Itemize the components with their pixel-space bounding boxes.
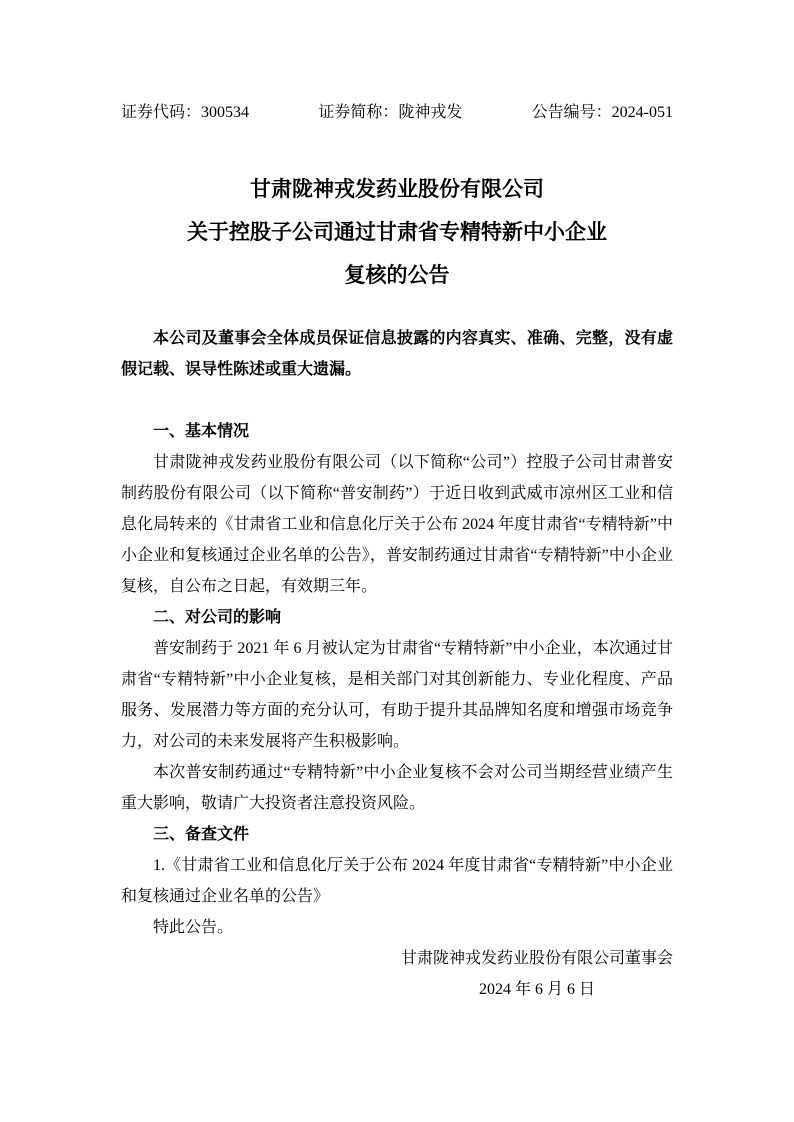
section-3-paragraph-1: 1.《甘肃省工业和信息化厅关于公布 2024 年度甘肃省“专精特新”中小企业和复核通过企业名单的公告》 <box>121 857 673 905</box>
section-impact-on-company <box>121 602 673 819</box>
stock-code-label: 证券代码： <box>121 104 202 121</box>
announcement-number <box>532 103 673 123</box>
section-heading-1: 一、基本情况 <box>153 423 250 440</box>
section-reference-documents <box>121 819 673 943</box>
signature-date: 2024 年 6 月 6 日 <box>478 981 595 998</box>
announcement-number-value: 2024-051 <box>611 104 673 121</box>
section-1-paragraph-1: 甘肃陇神戎发药业股份有限公司（以下简称“公司”）控股子公司甘肃普安制药股份有限公司（以下简称“普安制药”）于近日收到武威市凉州区工业和信息化局转来的《甘肃省工业和信息化厅关于公布 2024 年度甘肃省“专精特新”中小企业和复核通过企业名单的公告》，普安制药通过甘肃省“专精特新”中小企业复核，自公布之日起，有效期三年。 <box>121 454 673 595</box>
stock-code <box>121 103 249 123</box>
section-basic-info <box>121 416 673 602</box>
section-heading-3: 三、备查文件 <box>153 826 250 843</box>
section-3-paragraph-2: 特此公告。 <box>153 919 234 936</box>
document-title <box>121 168 673 297</box>
section-2-paragraph-1: 普安制药于 2021 年 6 月被认定为甘肃省“专精特新”中小企业，本次通过甘肃省“专精特新”中小企业复核，是相关部门对其创新能力、专业化程度、产品服务、发展潜力等方面的充分认可，有助于提升其品牌知名度和增强市场竞争力，对公司的未来发展将产生积极影响。 <box>121 640 673 750</box>
stock-code-value: 300534 <box>201 104 250 121</box>
stock-name-value: 陇神戎发 <box>398 104 463 121</box>
title-line-3: 复核的公告 <box>344 263 450 287</box>
document-header <box>121 103 673 123</box>
title-line-1: 甘肃陇神戎发药业股份有限公司 <box>250 177 544 201</box>
signature-company: 甘肃陇神戎发药业股份有限公司董事会 <box>400 950 673 967</box>
signature-block <box>401 943 673 1005</box>
stock-name <box>318 103 462 123</box>
stock-name-label: 证券简称： <box>318 104 399 121</box>
title-line-2: 关于控股子公司通过甘肃省专精特新中小企业 <box>187 220 607 244</box>
announcement-number-label: 公告编号： <box>531 104 612 121</box>
section-heading-2: 二、对公司的影响 <box>153 609 282 626</box>
board-declaration: 本公司及董事会全体成员保证信息披露的内容真实、准确、完整，没有虚假记载、误导性陈述或重大遗漏。 <box>121 330 673 378</box>
section-2-paragraph-2: 本次普安制药通过“专精特新”中小企业复核不会对公司当期经营业绩产生重大影响，敬请广大投资者注意投资风险。 <box>121 764 673 812</box>
